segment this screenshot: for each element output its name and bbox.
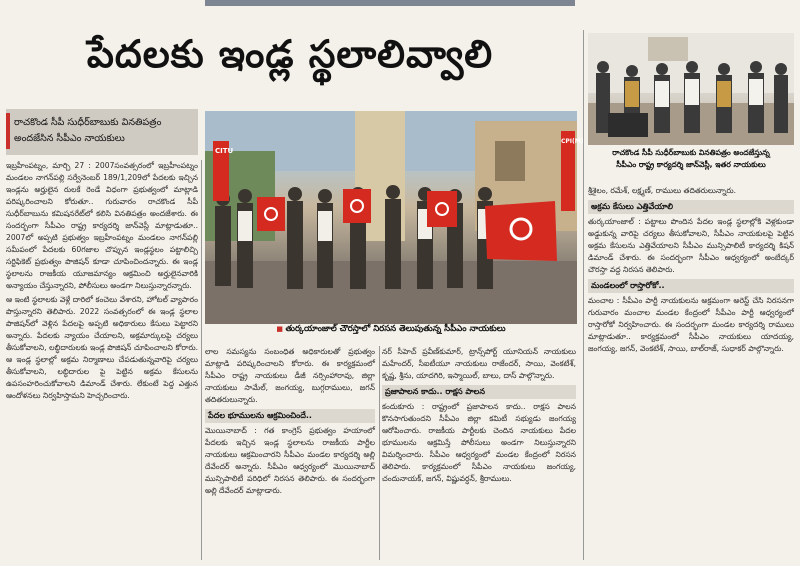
section-heading: అక్రమ కేసులు ఎత్తివేయాలి	[588, 200, 794, 214]
subheadline-line-2: అందజేసిన సీపీఎం నాయకులు	[14, 133, 125, 144]
protest-photo	[205, 111, 584, 324]
top-bar	[205, 0, 575, 6]
paragraph: మొయినాబాద్ : గత కాంగ్రెస్ ప్రభుత్వం హయాంలో పేదలకు ఇచ్చిన ఇండ్ల స్థలాలను రాజకీయ పార్టీల నాయకులు ఆక్రమించారని సీపీఎం మండల కార్యదర్శి అల్లి దేవేందర్ అన్నారు. సీపీఎం ఆధ్వర్యంలో మొయినాబాద్ మున్సిపాలిటీ పరిధిలో నిరసన తెలిపారు. ఈ సందర్భంగా అల్లి దేవేందర్ మాట్లాడారు.	[205, 426, 375, 495]
subheadline	[6, 109, 198, 155]
article-column-1	[6, 160, 198, 560]
paragraph: నర్ సీహెచ్ ప్రవీణ్‌కుమార్, ట్రాన్స్‌పోర్ట్ యూనియన్ నాయకులు మహేందర్, సీఐటీయూ నాయకులు రాజేందర్, సాయి, వెంకటేశ్, కృష్ణ, శ్రీను, యాదగిరి, ఇస్మాయిల్, బాలు, దాస్ పాల్గొన్నారు.	[382, 347, 576, 380]
meeting-photo	[588, 33, 794, 145]
section-heading: ప్రజాపాలన కాదు.. రాక్షస పాలన	[382, 385, 576, 399]
side-photo-caption-line-2: సీపీఎం రాష్ట్ర కార్యదర్శి జాన్‌వెస్లీ, ఇతర నాయకులు	[616, 160, 766, 169]
meeting-photo-illustration	[588, 33, 794, 145]
article-column-4	[588, 185, 794, 560]
flag-label: CITU	[215, 147, 234, 155]
paragraph: మంచాల : సీపీఎం పార్టీ నాయకులను అక్రమంగా అరెస్ట్ చేసి నిరసనగా గురువారం మంచాల మండల కేంద్రంలో సీపీఎం పార్టీ ఆధ్వర్యంలో రాస్తారోకో నిర్వహించారు. ఈ సందర్భంగా మండల కార్యదర్శి రాములు మాట్లాడుతూ.. కార్యక్రమంలో సీపీఎం నాయకులు యాదయ్య, జంగయ్య, జగన్, వెంకటేశ్, సాయి, బాల్‌రాజ్, సుధాకర్ పాల్గొన్నారు.	[588, 296, 794, 353]
paragraph: ఆ ఇంటి స్థలాలకు వెళ్లే దారిలో కంచెలు వేశారని, హోటల్ వ్యాపారం పొస్తున్నారని తెలిపారు. 2022 సంవత్సరంలో ఈ ఇండ్ల స్థలాల పొజిషన్‌లో వెళ్లిన పేదలపై అప్పటి అధికారులు కేసులు పెట్టారని అన్నారు. పేదలకు న్యాయం చేయాలని, అక్రమార్కులపై చర్యలు తీసుకోవాలని, లబ్ధిదారులకు ఇండ్ల పొజిషన్ చూపించాలని కోరారు. ఆ ఇండ్ల స్థలాల్లో అక్రమ నిర్మాణాలు చేపడుతున్నవారిపై చర్యలు తీసుకోవాలని, లబ్ధిదారుల పై పెట్టిన అక్రమ కేసులను ఉపసంహరించుకోవాలని డిమాండ్ చేశారు. లేకుంటే పెద్ద ఎత్తున ఆందోళనలు నిర్వహిస్తామని హెచ్చరించారు.	[6, 295, 198, 400]
article-column-3	[382, 346, 576, 560]
protest-photo-illustration	[205, 111, 584, 324]
main-photo-caption: ■ తుర్కయాంజాల్ చౌరస్తాలో నిరసన తెలుపుతున్న సీపీఎం నాయకులు	[205, 324, 577, 340]
column-divider	[379, 346, 380, 560]
paragraph: ఇబ్రహీంపట్నం, మార్చి 27 : 2007సంవత్సరంలో ఇబ్రహీంపట్నం మండలం నాగన్‌పల్లి సర్వేనెంబర్ 189/1,209లో పేదలకు ఇచ్చిన ఇండ్లను అర్హులైన రులకే రెండే విధంగా ప్రభుత్వంలో మాట్లాడి పరిష్కరించాలని కోరుతూ.. గురువారం రాచకొండ సీపీ సుధీర్‌బాబును కమిషనరేట్‌లో కలిసి వినతిపత్రం అందజేశారు. ఈ సందర్భంగా సీపీఎం రాష్ట్ర కార్యదర్శి జాన్‌వెస్లీ మాట్లాడుతూ.. 2007లో అప్పటి ప్రభుత్వం ఇబ్రహీంపట్నం మండలం నాగన్‌పల్లి సమీపంలో పేదలకు 60గజాల చొప్పున ఇండ్లస్థలం పట్టాలిచ్చి సర్టిఫికెట్ ప్రభుత్వం పొజిషన్ కూడా చూపించిందన్నారు. ఈ ఇండ్ల స్థలాలను రాజకీయ యూజమాన్యం ఆక్రమించి అర్హులైనవారికి అన్యాయం చేస్తున్నారని, పోలీసులు అండగా నిలుస్తున్నారన్నారు.	[6, 161, 198, 290]
section-heading: పేదల భూములను ఆక్రమించిందే..	[205, 409, 375, 423]
column-divider	[201, 160, 202, 560]
paragraph: లాల సమస్యను సంబంధిత అధికారులతో ప్రభుత్వం మాట్లాడి పరిష్కరించాలని కోరారు. ఈ కార్యక్రమంలో సీపీఎం రాష్ట్ర నాయకులు డీజీ నర్సింహారావు, జిల్లా నాయకులు సామేల్, జంగయ్య, బుగ్గరాములు, జగన్ తదితరులున్నారు.	[205, 347, 375, 404]
paragraph: శ్రీశైలం, రమేశ్, లక్ష్మణ్, రాములు తదితరులున్నారు.	[588, 186, 737, 195]
side-photo-caption-line-1: రాచకొండ సీపీ సుధీర్‌బాబుకు వినతిపత్రం అందజేస్తున్న	[612, 148, 770, 157]
page-headline: పేదలకు ఇండ్ల స్థలాలివ్వాలి	[86, 32, 494, 76]
subheadline-line-1: రాచకొండ సీపీ సుధీర్‌బాబుకు వినతిపత్రం	[14, 117, 162, 128]
section-heading: మండలంలో రాస్తారోకో..	[588, 279, 794, 293]
side-photo-caption	[588, 147, 794, 177]
paragraph: కందుకూరు : రాష్ట్రంలో ప్రజాపాలన కాదు.. రాక్షస పాలన కొనసాగుతుందని సీపీఎం జిల్లా కమిటీ సభ్యుడు జంగయ్య ఆరోపించారు. రాజకీయ పార్టీలకు చెందిన నాయకులు పేదల భూములను ఆక్రమిస్తే పోలీసులు అండగా నిలుస్తున్నారని విమర్శించారు. సీపీఎం ఆధ్వర్యంలో మండల కేంద్రంలో నిరసన తెలిపారు. కార్యక్రమంలో సీపీఎం నాయకులు జంగయ్య, చందునాయక్, జగన్, విష్ణువర్ధన్, శ్రీరాములు.	[382, 402, 576, 483]
flag-label: CPI(M)	[561, 138, 584, 145]
column-divider	[583, 30, 584, 560]
article-column-2	[205, 346, 375, 560]
paragraph: తుర్కయాంజాల్ : పట్టాలు పొందిన పేదల ఇండ్ల స్థలాల్లోకి వెళ్లకుండా అడ్డుకున్న వారిపై చర్యలు తీసుకోవాలని, సీపీఎం నాయకులపై పెట్టిన అక్రమ కేసులను ఎత్తివేయాలని సీపీఎం మున్సిపాలిటీ కార్యదర్శి కిషన్ డిమాండ్ చేశారు. ఈ సందర్భంగా సీపీఎం ఆధ్వర్యంలో అంబేద్కర్ చౌరస్తా వద్ద నిరసన తెలిపారు.	[588, 217, 794, 274]
